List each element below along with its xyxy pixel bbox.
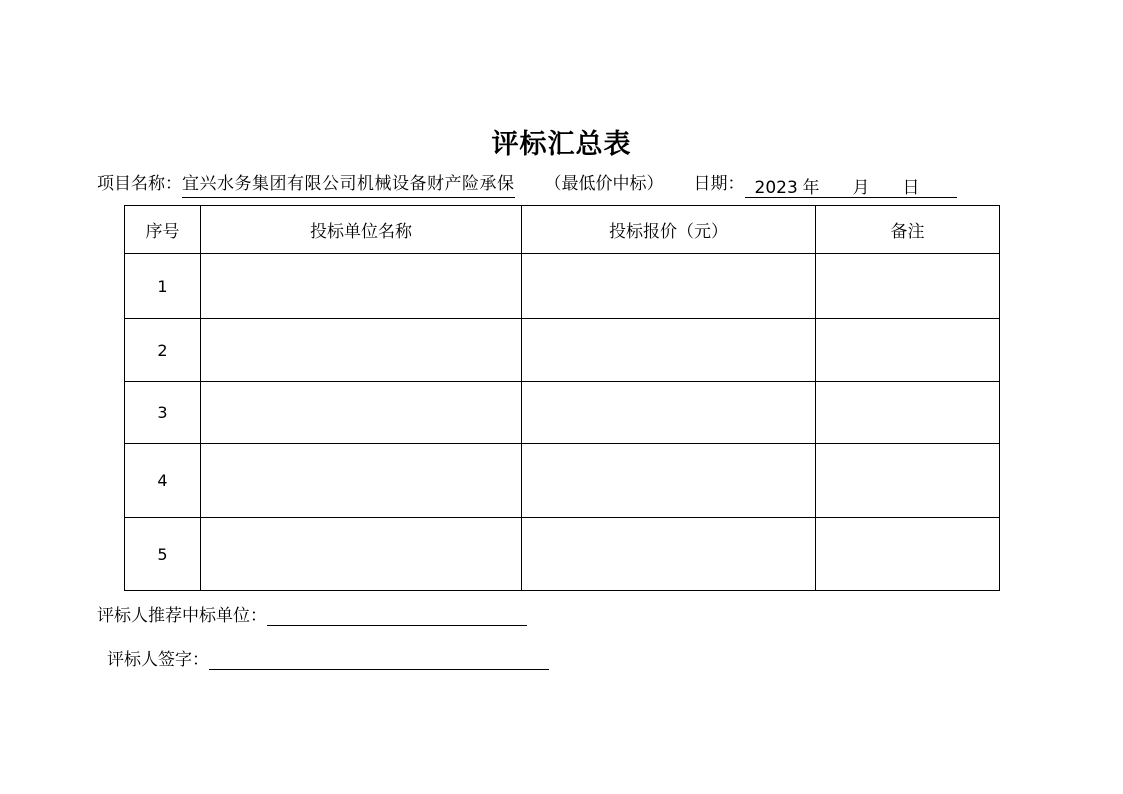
- project-name-label: 项目名称：: [97, 174, 182, 194]
- bid-method: （最低价中标）: [544, 174, 664, 194]
- cell-note[interactable]: [816, 382, 1000, 444]
- cell-price[interactable]: [522, 444, 816, 518]
- page-title: 评标汇总表: [491, 129, 632, 160]
- recommend-field[interactable]: [267, 605, 527, 626]
- cell-company[interactable]: [201, 518, 522, 591]
- table-row: [125, 254, 1000, 319]
- table-row: [125, 382, 1000, 444]
- cell-no: 2: [125, 319, 201, 382]
- cell-no: 3: [125, 382, 201, 444]
- date-month-char: 月: [852, 178, 870, 198]
- recommend-line: [97, 601, 527, 626]
- project-line: [97, 171, 957, 198]
- date-year: 2023: [754, 178, 798, 198]
- cell-price[interactable]: [522, 518, 816, 591]
- cell-price[interactable]: [522, 319, 816, 382]
- cell-note[interactable]: [816, 518, 1000, 591]
- bid-summary-table: [124, 205, 1000, 591]
- cell-company[interactable]: [201, 319, 522, 382]
- cell-note[interactable]: [816, 444, 1000, 518]
- cell-note[interactable]: [816, 254, 1000, 319]
- header-no: 序号: [125, 206, 201, 254]
- date-field: [745, 175, 957, 198]
- date-year-char: 年: [802, 178, 820, 198]
- table-header-row: [125, 206, 1000, 254]
- cell-price[interactable]: [522, 382, 816, 444]
- date-label: 日期：: [693, 174, 745, 194]
- signature-label: 评标人签字：: [107, 650, 209, 670]
- table-row: [125, 444, 1000, 518]
- cell-note[interactable]: [816, 319, 1000, 382]
- signature-line: [107, 645, 549, 670]
- header-company: 投标单位名称: [201, 206, 522, 254]
- cell-no: 5: [125, 518, 201, 591]
- table-row: [125, 319, 1000, 382]
- cell-company[interactable]: [201, 382, 522, 444]
- header-price: 投标报价（元）: [522, 206, 816, 254]
- table-row: [125, 518, 1000, 591]
- recommend-label: 评标人推荐中标单位：: [97, 606, 267, 626]
- header-note: 备注: [816, 206, 1000, 254]
- project-name: 宜兴水务集团有限公司机械设备财产险承保: [182, 171, 515, 198]
- cell-price[interactable]: [522, 254, 816, 319]
- signature-field[interactable]: [209, 649, 549, 670]
- cell-no: 1: [125, 254, 201, 319]
- cell-company[interactable]: [201, 444, 522, 518]
- date-day-char: 日: [902, 178, 920, 198]
- cell-no: 4: [125, 444, 201, 518]
- cell-company[interactable]: [201, 254, 522, 319]
